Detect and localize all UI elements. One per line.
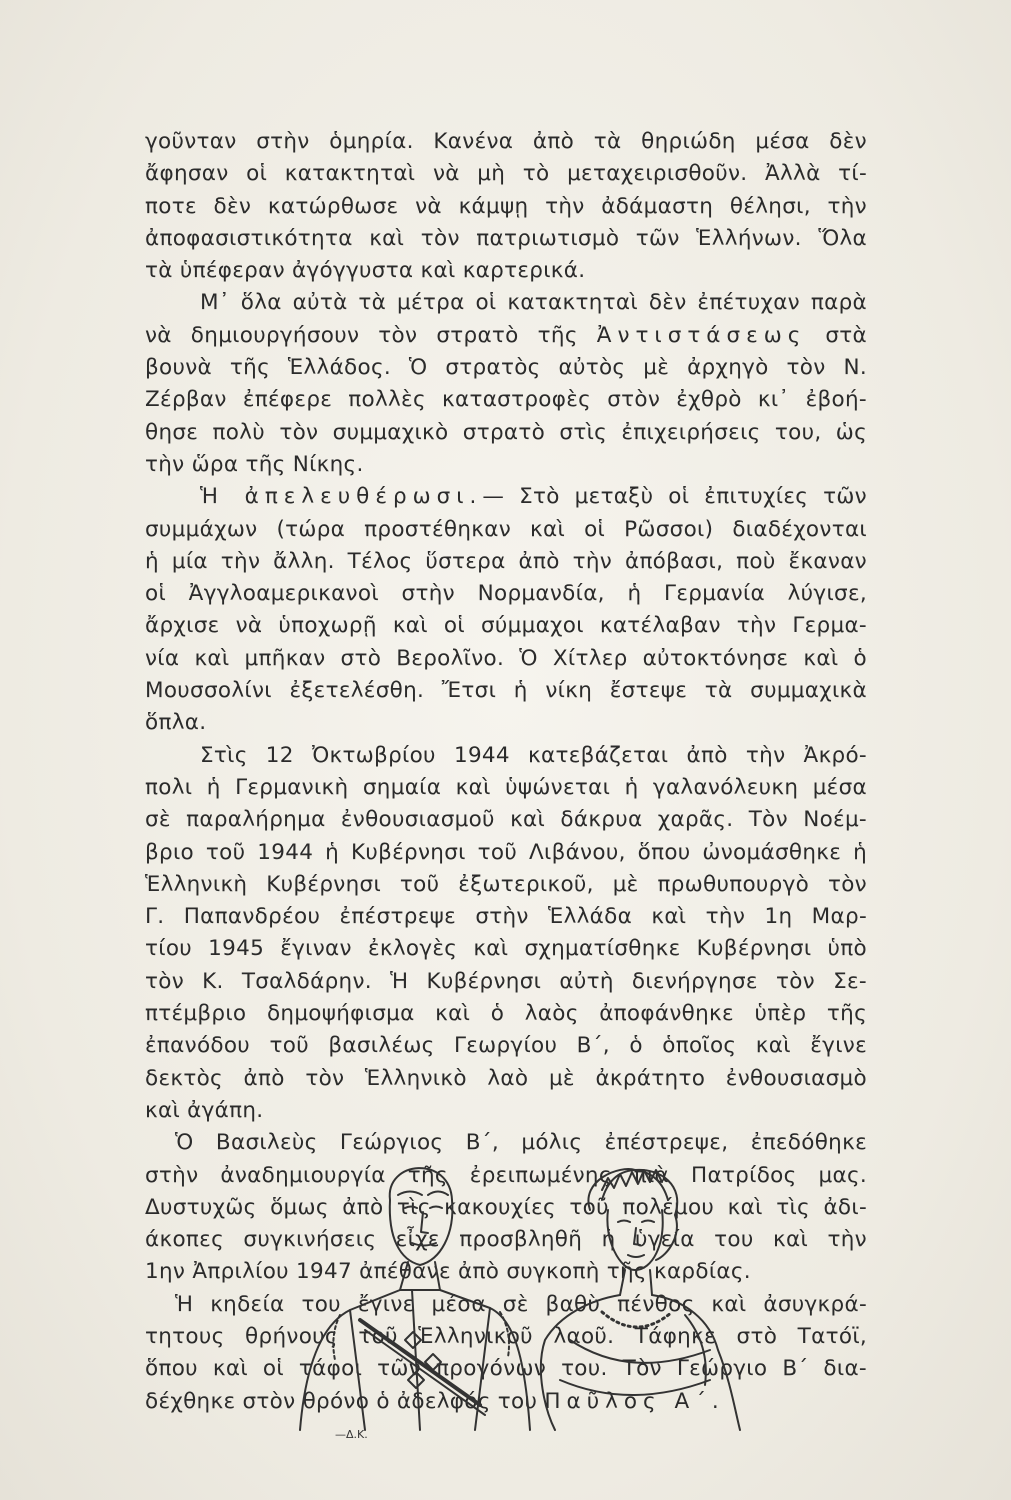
text-line bbox=[145, 320, 867, 352]
text-segment: — Στὸ μεταξὺ οἱ ἐπιτυχίες τῶν bbox=[482, 484, 867, 510]
text-line: ἡ μία τὴν ἄλλη. Τέλος ὕστερα ἀπὸ τὴν ἀπόβασι, ποὺ ἔκαναν bbox=[145, 548, 867, 574]
king-portrait bbox=[300, 1168, 530, 1430]
text-line: Μουσσολίνι ἐξετελέσθη. Ἔτσι ἡ νίκη ἔστεψε τὰ συμμαχικὰ bbox=[145, 678, 867, 704]
spaced-word: Ἀντιστάσεως bbox=[596, 322, 807, 348]
text-line: ἄρχισε νὰ ὑποχωρῇ καὶ οἱ σύμμαχοι κατέλαβαν τὴν Γερμα- bbox=[145, 613, 867, 639]
text-line: ἄφησαν οἱ κατακτηταὶ νὰ μὴ τὸ μεταχειρισθοῦν. Ἀλλὰ τί- bbox=[145, 161, 867, 187]
text-line: βριο τοῦ 1944 ἡ Κυβέρνησι τοῦ Λιβάνου, ὅπου ὠνομάσθηκε ἡ bbox=[145, 839, 867, 865]
section-heading: Ἡ ἀπελευθέρωσι. bbox=[200, 484, 483, 510]
text-line: οἱ Ἀγγλοαμερικανοὶ στὴν Νορμανδία, ἡ Γερμανία λύγισε, bbox=[145, 581, 867, 607]
text-line: Γ. Παπανδρέου ἐπέστρεψε στὴν Ἑλλάδα καὶ τὴν 1η Μαρ- bbox=[145, 904, 867, 930]
text-line: νία καὶ μπῆκαν στὸ Βερολῖνο. Ὁ Χίτλερ αὐτοκτόνησε καὶ ὁ bbox=[145, 645, 867, 671]
portraits-drawing bbox=[290, 1140, 750, 1440]
text-line: συμμάχων (τώρα προστέθηκαν καὶ οἱ Ρῶσσοι) διαδέχονται bbox=[145, 516, 867, 542]
text-line: ὅπλα. bbox=[145, 710, 207, 736]
queen-portrait bbox=[541, 1169, 740, 1430]
text-line: σὲ παραλήρημα ἐνθουσιασμοῦ καὶ δάκρυα χαρᾶς. Τὸν Νοέμ- bbox=[145, 807, 867, 833]
text-line: γοῦνταν στὴν ὁμηρία. Κανένα ἀπὸ τὰ θηριώδη μέσα δὲν bbox=[145, 129, 867, 154]
text-line: ἐπανόδου τοῦ βασιλέως Γεωργίου Β΄, ὁ ὁποῖος καὶ ἔγινε bbox=[145, 1033, 867, 1059]
text-line: Στὶς 12 Ὀκτωβρίου 1944 κατεβάζεται ἀπὸ τὴν Ἀκρό- bbox=[200, 742, 867, 768]
royal-portraits-illustration bbox=[290, 1140, 750, 1440]
text-line: Ἡ κηδεία του ἔγινε μέσα σὲ βαθὺ πένθος καὶ ἀσυγκρά- bbox=[175, 1291, 867, 1317]
text-line: τὸν Κ. Τσαλδάρην. Ἡ Κυβέρνησι αὐτὴ διενήργησε τὸν Σε- bbox=[145, 968, 867, 994]
text-line: άκοπες συγκινήσεις εἶχε προσβληθῆ ἡ ὑγεία του καὶ τὴν bbox=[145, 1227, 867, 1253]
text-line: Ζέρβαν ἐπέφερε πολλὲς καταστροφὲς στὸν ἐχθρὸ κι᾿ ἐβοή- bbox=[145, 387, 867, 413]
text-line: δεκτὸς ἀπὸ τὸν Ἑλληνικὸ λαὸ μὲ ἀκράτητο ἐνθουσιασμὸ bbox=[145, 1065, 867, 1091]
text-line: καὶ ἀγάπη. bbox=[145, 1097, 264, 1123]
text-line: τίου 1945 ἔγιναν ἐκλογὲς καὶ σχηματίσθηκε Κυβέρνησι ὑπὸ bbox=[145, 936, 867, 962]
text-line: Ἑλληνικὴ Κυβέρνησι τοῦ ἐξωτερικοῦ, μὲ πρωθυπουργὸ τὸν bbox=[145, 871, 867, 897]
text-line: Μ᾿ ὅλα αὐτὰ τὰ μέτρα οἱ κατακτηταὶ δὲν ἐπέτυχαν παρὰ bbox=[200, 290, 867, 316]
spaced-word: Παῦλος Α΄. bbox=[544, 1388, 725, 1414]
text-line: πολι ἡ Γερμανικὴ σημαία καὶ ὑψώνεται ἡ γαλανόλευκη μέσα bbox=[145, 774, 867, 800]
text-line: Δυστυχῶς ὅμως ἀπὸ τὶς κακουχίες τοῦ πολέμου καὶ τὶς ἀδι- bbox=[145, 1194, 867, 1220]
text-line: τητους θρήνους τοῦ Ἑλληνικοῦ λαοῦ. Τάφηκε στὸ Τατόϊ, bbox=[145, 1323, 867, 1349]
text-line bbox=[145, 481, 867, 513]
text-segment: νὰ δημιουργήσουν τὸν στρατὸ τῆς bbox=[145, 322, 597, 348]
text-line: βουνὰ τῆς Ἑλλάδος. Ὁ στρατὸς αὐτὸς μὲ ἀρχηγὸ τὸν Ν. bbox=[145, 355, 867, 381]
text-line: τὴν ὥρα τῆς Νίκης. bbox=[145, 451, 364, 477]
text-line: θησε πολὺ τὸν συμμαχικὸ στρατὸ στὶς ἐπιχειρήσεις του, ὡς bbox=[145, 419, 867, 445]
text-line: ὅπου καὶ οἱ τάφοι τῶν προγόνων του. Τὸν Γεώργιο Β΄ δια- bbox=[145, 1356, 867, 1382]
text-line: τὰ ὑπέφεραν ἀγόγγυστα καὶ καρτερικά. bbox=[145, 258, 586, 284]
text-line: ἀποφασιστικότητα καὶ τὸν πατριωτισμὸ τῶν Ἑλλήνων. Ὅλα bbox=[145, 225, 867, 251]
text-segment: στὰ bbox=[806, 322, 867, 348]
text-line: Ὁ Βασιλεὺς Γεώργιος Β΄, μόλις ἐπέστρεψε, ἐπεδόθηκε bbox=[175, 1130, 867, 1156]
text-line: στὴν ἀναδημιουργία τῆς ἐρειπωμένης πιὰ Πατρίδος μας. bbox=[145, 1162, 867, 1188]
illustration-signature: —Δ.Κ. bbox=[335, 1428, 368, 1440]
text-line: πτέμβριο δημοψήφισμα καὶ ὁ λαὸς ἀποφάνθηκε ὑπὲρ τῆς bbox=[145, 1001, 867, 1027]
text-segment: δέχθηκε στὸν θρόνο ὁ ἀδελφός του bbox=[145, 1388, 545, 1414]
text-line: ποτε δὲν κατώρθωσε νὰ κάμψῃ τὴν ἀδάμαστη θέλησι, τὴν bbox=[145, 193, 867, 219]
text-line: 1ην Ἀπριλίου 1947 ἀπέθανε ἀπὸ συγκοπὴ τῆς καρδίας. bbox=[145, 1259, 751, 1285]
